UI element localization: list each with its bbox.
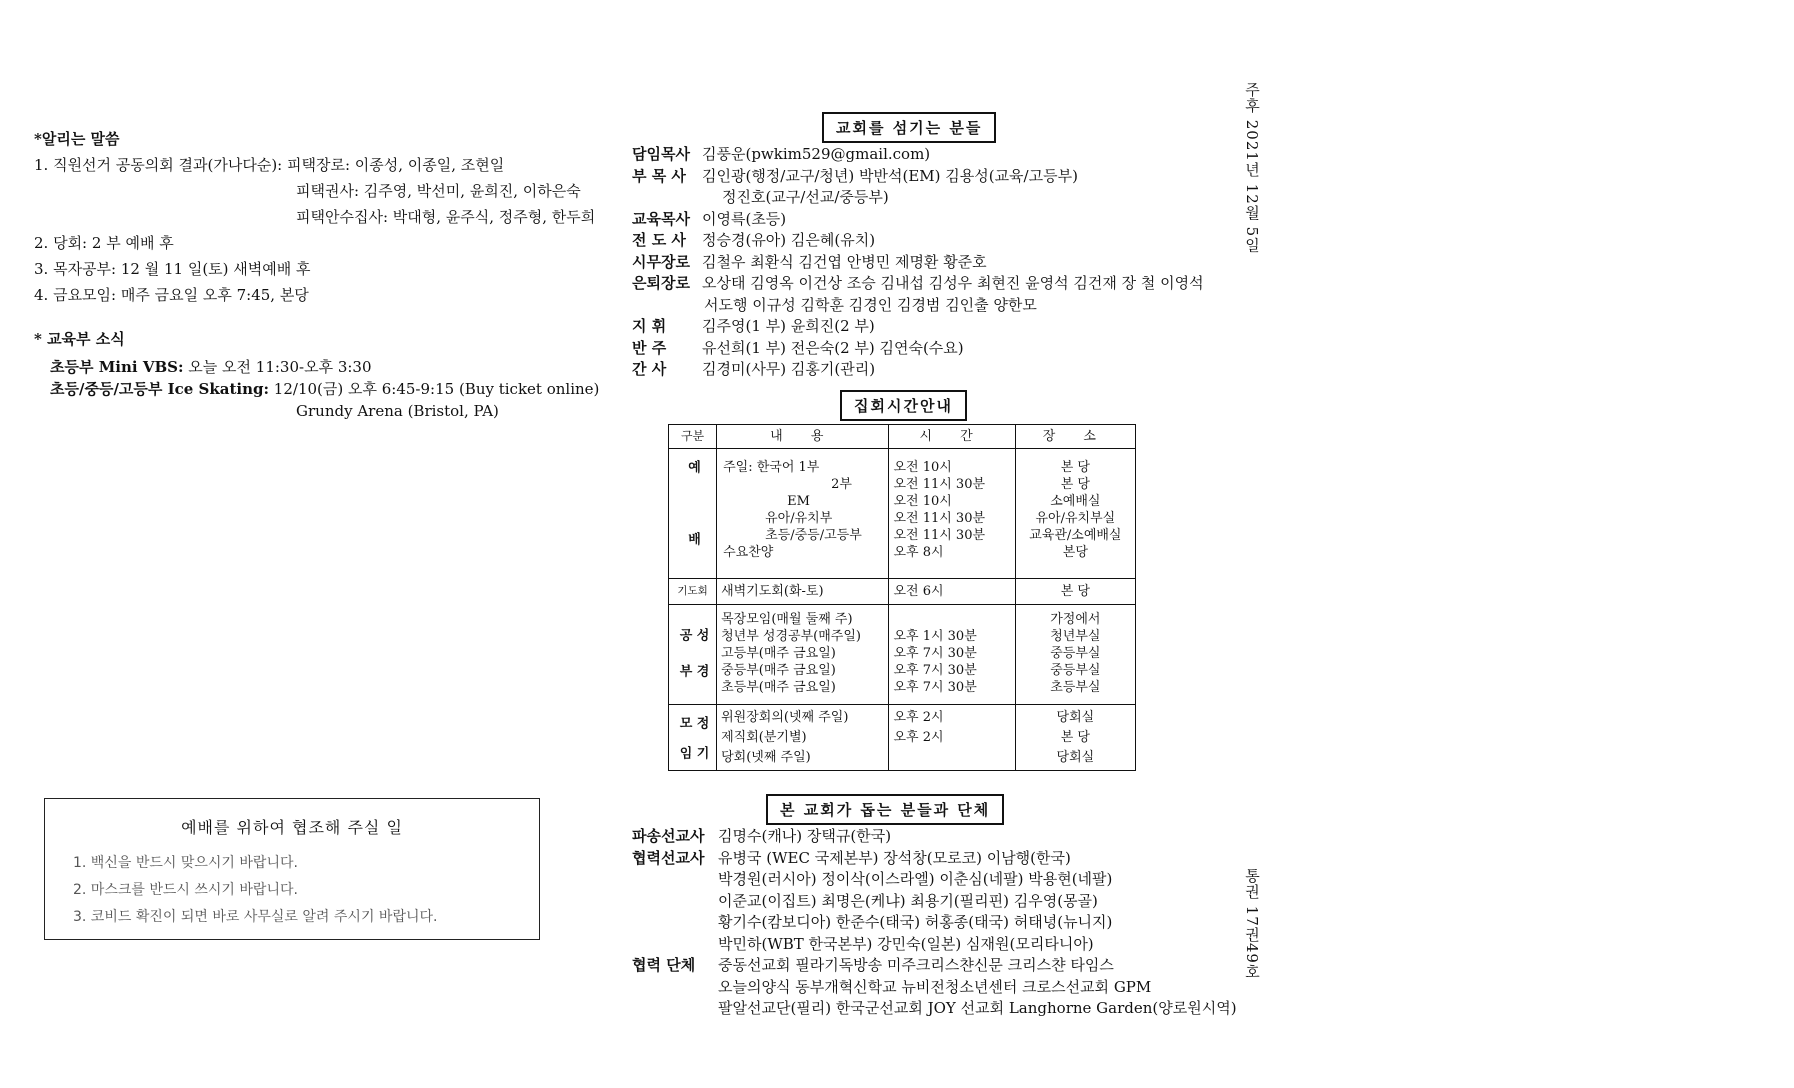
staff-names: 이영륵(초등) — [702, 209, 787, 228]
schedule-time-line: 오전 10시 — [893, 460, 952, 475]
schedule-time-line: 오후 1시 30분 — [893, 629, 977, 644]
notice-item: 3. 목자공부: 12 월 11 일(토) 새벽예배 후 — [34, 260, 311, 278]
schedule-header: 구분 — [669, 425, 717, 449]
schedule-header-row — [669, 425, 1136, 449]
staff-list — [632, 144, 1204, 381]
missions-list — [632, 826, 1237, 1020]
schedule-content — [717, 449, 889, 579]
cooperation-list — [45, 850, 539, 931]
staff-row — [632, 316, 1192, 338]
schedule-place-line: 당회실 — [1056, 750, 1095, 765]
mission-role: 협력 단체 — [632, 956, 696, 974]
schedule-place-line: 본당 — [1062, 545, 1088, 560]
staff-row — [632, 273, 1204, 295]
mission-names: 중동선교회 필라기독방송 미주크리스챤신문 크리스챤 타임스 — [718, 956, 1114, 974]
schedule-content: 새벽기도회(화-토) — [717, 579, 889, 605]
staff-role: 담임목사 — [632, 145, 690, 163]
staff-row — [632, 166, 1192, 188]
staff-names: 김철우 최환식 김건엽 안병민 제명환 황준호 — [702, 252, 987, 271]
staff-names: 유선희(1 부) 전은숙(2 부) 김연숙(수요) — [702, 338, 964, 357]
schedule-content-line: 위원장회의(넷째 주일) — [721, 710, 849, 725]
staff-row — [632, 359, 1192, 381]
staff-role: 지 휘 — [632, 317, 667, 335]
notice-item: 피택권사: 김주영, 박선미, 윤희진, 이하은숙 — [296, 182, 581, 200]
notice-item: 4. 금요모임: 매주 금요일 오후 7:45, 본당 — [34, 286, 309, 304]
schedule-content-line: 고등부(매주 금요일) — [721, 646, 836, 661]
schedule-content-line: 청년부 성경공부(매주일) — [721, 629, 861, 644]
schedule-place-line: 유아/유치부실 — [1035, 511, 1116, 526]
notice-heading: *알리는 말씀 — [34, 130, 120, 148]
mission-names-continued: 박민하(WBT 한국본부) 강민숙(일본) 심재원(모리타니아) — [718, 934, 1094, 953]
schedule-content — [717, 705, 889, 771]
schedule-place-line: 소예배실 — [1050, 494, 1101, 509]
schedule-table — [668, 424, 1136, 771]
mission-row — [632, 955, 1232, 977]
schedule-time — [889, 449, 1015, 579]
schedule-content-line: 목장모임(매월 둘째 주) — [721, 612, 853, 627]
staff-names: 김경미(사무) 김홍기(관리) — [702, 360, 876, 378]
schedule-row-bible — [669, 605, 1136, 705]
schedule-content-line: 제직회(분기별) — [721, 730, 807, 745]
schedule-category: 정 기 모 임 — [669, 705, 717, 771]
schedule-place-line: 당회실 — [1056, 710, 1095, 725]
education-label: 초등부 Mini VBS: — [50, 358, 184, 376]
notice-item: 피택안수집사: 박대형, 윤주식, 정주형, 한두희 — [296, 208, 596, 226]
schedule-content-line: 당회(넷째 주일) — [721, 750, 811, 765]
issue-volume: 통권 17권49호 — [1243, 868, 1261, 980]
mission-names-continued: 오늘의양식 동부개혁신학교 뉴비전청소년센터 크로스선교회 GPM — [718, 977, 1152, 996]
staff-role: 반 주 — [632, 338, 667, 357]
staff-role: 은퇴장로 — [632, 274, 690, 292]
schedule-time-line: 오후 2시 — [893, 730, 944, 745]
mission-names-continued: 이준교(이집트) 최명은(케냐) 최용기(필리핀) 김우영(몽골) — [718, 891, 1098, 910]
schedule-time-line: 오후 7시 30분 — [893, 663, 977, 678]
cooperation-item: 2. 마스크를 반드시 쓰시기 바랍니다. — [73, 882, 298, 898]
staff-role: 부 목 사 — [632, 166, 686, 185]
staff-names: 김주영(1 부) 윤희진(2 부) — [702, 317, 875, 335]
staff-names-continued: 서도행 이규성 김학훈 김경인 김경범 김인출 양한모 — [704, 295, 1037, 314]
schedule-content-line: 중등부(매주 금요일) — [721, 663, 836, 678]
schedule-header: 시 간 — [889, 425, 1015, 449]
schedule-time-line: 오전 11시 30분 — [893, 528, 986, 543]
schedule-time: 오전 6시 — [889, 579, 1015, 605]
education-heading: * 교육부 소식 — [34, 330, 125, 348]
staff-names: 정승경(유아) 김은혜(유치) — [702, 231, 876, 249]
staff-role: 시무장로 — [632, 252, 690, 271]
mission-role: 파송선교사 — [632, 827, 705, 845]
staff-role: 교육목사 — [632, 209, 690, 228]
schedule-time-line: 오전 10시 — [893, 494, 952, 509]
issue-date: 주후 2021년 12월 5일 — [1243, 82, 1261, 254]
mission-row — [632, 826, 1232, 848]
staff-role: 간 사 — [632, 360, 667, 378]
schedule-place-line: 교육관/소예배실 — [1029, 528, 1122, 543]
mission-names: 유병국 (WEC 국제본부) 장석창(모로코) 이남행(한국) — [718, 848, 1071, 867]
schedule-category: 기도회 — [669, 579, 717, 605]
schedule-place: 본 당 — [1015, 579, 1135, 605]
schedule-time — [889, 605, 1015, 705]
schedule-time-line — [893, 611, 1010, 628]
schedule-time-line: 오후 7시 30분 — [893, 646, 977, 661]
schedule-time-line: 오후 8시 — [893, 545, 944, 560]
education-line — [34, 378, 634, 400]
staff-title: 교회를 섬기는 분들 — [822, 112, 996, 143]
cooperation-title: 예배를 위하여 협조해 주실 일 — [181, 818, 403, 837]
notice-item: 2. 당회: 2 부 예배 후 — [34, 234, 174, 252]
schedule-time-line: 오후 2시 — [893, 710, 944, 725]
schedule-place-line: 초등부실 — [1050, 680, 1101, 695]
schedule-place-line: 중등부실 — [1050, 646, 1101, 661]
mission-names-continued: 박경원(러시아) 정이삭(이스라엘) 이춘심(네팔) 박용현(네팔) — [718, 870, 1113, 888]
staff-row — [632, 209, 1192, 231]
staff-names-continued: 정진호(교구/선교/중등부) — [722, 188, 889, 206]
education-text: 오늘 오전 11:30-오후 3:30 — [183, 358, 372, 376]
schedule-content-line: 유아/유치부 — [765, 511, 833, 526]
schedule-row-worship — [669, 449, 1136, 579]
schedule-row-prayer — [669, 579, 1136, 605]
staff-row — [632, 338, 1192, 360]
mission-names: 김명수(캐나) 장택규(한국) — [718, 827, 892, 845]
schedule-content-line: 초등부(매주 금요일) — [721, 680, 836, 695]
staff-row — [632, 230, 1192, 252]
notice-section — [34, 126, 634, 308]
schedule-time-line: 오전 11시 30분 — [893, 477, 986, 492]
missions-title: 본 교회가 돕는 분들과 단체 — [766, 794, 1004, 825]
cooperation-box — [44, 798, 540, 940]
education-line — [34, 356, 634, 378]
schedule-place-line: 중등부실 — [1050, 663, 1101, 678]
schedule-title: 집회시간안내 — [840, 390, 967, 421]
schedule-content — [717, 605, 889, 705]
mission-role: 협력선교사 — [632, 848, 705, 867]
cooperation-item: 1. 백신을 반드시 맞으시기 바랍니다. — [73, 855, 298, 871]
schedule-time-line: 오전 11시 30분 — [893, 511, 986, 526]
staff-role: 전 도 사 — [632, 231, 686, 249]
mission-row — [632, 848, 1232, 870]
schedule-content-line: 초등/중등/고등부 — [765, 528, 862, 543]
schedule-category: 예 배 — [669, 449, 717, 579]
schedule-place-line: 본 당 — [1060, 730, 1090, 745]
cooperation-item: 3. 코비드 확진이 되면 바로 사무실로 알려 주시기 바랍니다. — [73, 909, 438, 925]
staff-names: 김풍운(pwkim529@gmail.com) — [702, 145, 931, 163]
schedule-header: 내 용 — [717, 425, 889, 449]
schedule-content-line: 수요찬양 — [723, 545, 774, 560]
schedule-place-line: 청년부실 — [1050, 629, 1101, 644]
schedule-content-line: EM — [787, 494, 810, 509]
schedule-place — [1015, 705, 1135, 771]
schedule-place-line: 본 당 — [1060, 477, 1090, 492]
staff-names: 김인광(행정/교구/청년) 박반석(EM) 김용성(교육/고등부) — [702, 166, 1078, 185]
mission-names-continued: 팔알선교단(필리) 한국군선교회 JOY 선교회 Langhorne Garden(양로원시역) — [718, 999, 1237, 1017]
schedule-row-regular — [669, 705, 1136, 771]
staff-row — [632, 252, 1192, 274]
schedule-place — [1015, 605, 1135, 705]
schedule-content-line: 2부 — [831, 477, 852, 492]
education-label: 초등/중등/고등부 Ice Skating: — [50, 380, 270, 398]
schedule-header: 장 소 — [1015, 425, 1135, 449]
schedule-place-line: 가정에서 — [1050, 612, 1101, 627]
education-line: Grundy Arena (Bristol, PA) — [296, 402, 499, 420]
schedule-content-line: 주일: 한국어 1부 — [723, 460, 820, 475]
schedule-time — [889, 705, 1015, 771]
schedule-place-line: 본 당 — [1060, 460, 1090, 475]
schedule-place — [1015, 449, 1135, 579]
mission-names-continued: 황기수(캄보디아) 한준수(태국) 허홍종(태국) 허태녕(뉴니지) — [718, 913, 1113, 931]
schedule-category: 성 경 공 부 — [669, 605, 717, 705]
education-section — [34, 328, 634, 422]
education-text: 12/10(금) 오후 6:45-9:15 (Buy ticket online) — [269, 380, 600, 398]
notice-item: 1. 직원선거 공동의회 결과(가나다순): 피택장로: 이종성, 이종일, 조현일 — [34, 156, 505, 174]
staff-row — [632, 144, 1192, 166]
staff-names: 오상태 김영옥 이건상 조승 김내섭 김성우 최현진 윤영석 김건재 장 철 이영석 — [702, 274, 1204, 292]
schedule-time-line: 오후 7시 30분 — [893, 680, 977, 695]
